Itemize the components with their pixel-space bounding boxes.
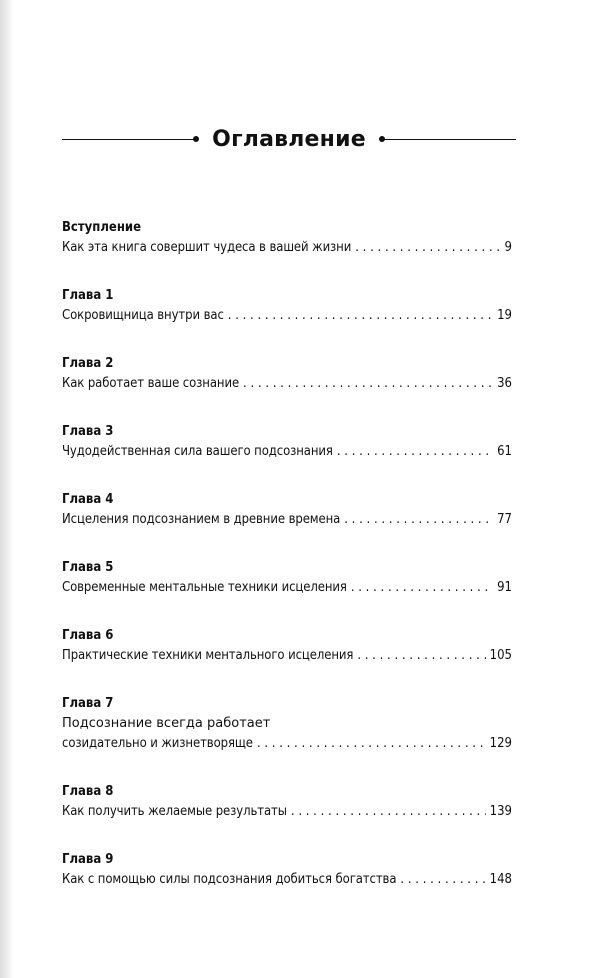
toc-line: [62, 646, 512, 666]
toc-entry[interactable]: [62, 286, 512, 326]
leader-dots: [337, 442, 493, 462]
leader-dots: [291, 802, 486, 822]
toc-entry[interactable]: [62, 422, 512, 462]
toc-entry[interactable]: [62, 490, 512, 530]
toc-line: [62, 306, 512, 326]
table-of-contents: [62, 218, 512, 918]
book-spine-shadow: [0, 0, 14, 978]
header-rule-right: [382, 139, 516, 140]
page-number: 36: [497, 376, 512, 391]
chapter-title: Как эта книга совершит чудеса в вашей жизни: [62, 240, 352, 255]
toc-line: [62, 802, 512, 822]
chapter-title: Сокровищница внутри вас: [62, 308, 224, 323]
page-number: 91: [497, 580, 512, 595]
chapter-label: Глава 1: [62, 288, 114, 303]
page-number: 77: [497, 512, 512, 527]
toc-entry[interactable]: [62, 626, 512, 666]
chapter-label: Вступление: [62, 220, 142, 235]
leader-dots: [243, 374, 493, 394]
toc-line: [62, 374, 512, 394]
page-number: 19: [497, 308, 512, 323]
leader-dots: [400, 870, 485, 890]
chapter-title: Современные ментальные техники исцеления: [62, 580, 347, 595]
chapter-label: Глава 9: [62, 852, 114, 867]
chapter-title: Практические техники ментального исцеления: [62, 648, 354, 663]
leader-dots: [351, 578, 493, 598]
toc-line: [62, 442, 512, 462]
page-number: 139: [489, 804, 512, 819]
chapter-title: Как с помощью силы подсознания добиться богатства: [62, 872, 397, 887]
chapter-label: Глава 5: [62, 560, 114, 575]
chapter-label: Глава 7: [62, 696, 114, 711]
leader-dots: [257, 734, 486, 754]
leader-dots: [228, 306, 493, 326]
chapter-title: Как получить желаемые результаты: [62, 804, 287, 819]
chapter-title: Как работает ваше сознание: [62, 376, 240, 391]
toc-entry[interactable]: [62, 354, 512, 394]
toc-entry[interactable]: [62, 218, 512, 258]
chapter-title-line: Подсознание всегда работает: [62, 716, 271, 731]
page-number: 129: [489, 736, 512, 751]
toc-entry[interactable]: [62, 558, 512, 598]
page-number: 61: [497, 444, 512, 459]
toc-header: [62, 124, 516, 154]
toc-entry[interactable]: [62, 782, 512, 822]
chapter-label: Глава 6: [62, 628, 114, 643]
chapter-label: Глава 8: [62, 784, 114, 799]
chapter-label: Глава 2: [62, 356, 114, 371]
chapter-title: созидательно и жизнетворяще: [62, 736, 253, 751]
toc-entry[interactable]: [62, 850, 512, 890]
page-number: 148: [489, 872, 512, 887]
chapter-label: Глава 3: [62, 424, 114, 439]
header-rule-left: [62, 139, 196, 140]
chapter-title: Исцеления подсознанием в древние времена: [62, 512, 341, 527]
toc-line: [62, 510, 512, 530]
page-number: 105: [489, 648, 512, 663]
toc-line: [62, 734, 512, 754]
page-title: Оглавление: [212, 126, 366, 152]
leader-dots: [355, 238, 500, 258]
leader-dots: [357, 646, 485, 666]
leader-dots: [344, 510, 493, 530]
chapter-title: Чудодейственная сила вашего подсознания: [62, 444, 333, 459]
page-number: 9: [504, 240, 512, 255]
toc-line: [62, 870, 512, 890]
chapter-label: Глава 4: [62, 492, 114, 507]
toc-line: [62, 238, 512, 258]
toc-entry[interactable]: [62, 694, 512, 754]
toc-line: [62, 578, 512, 598]
